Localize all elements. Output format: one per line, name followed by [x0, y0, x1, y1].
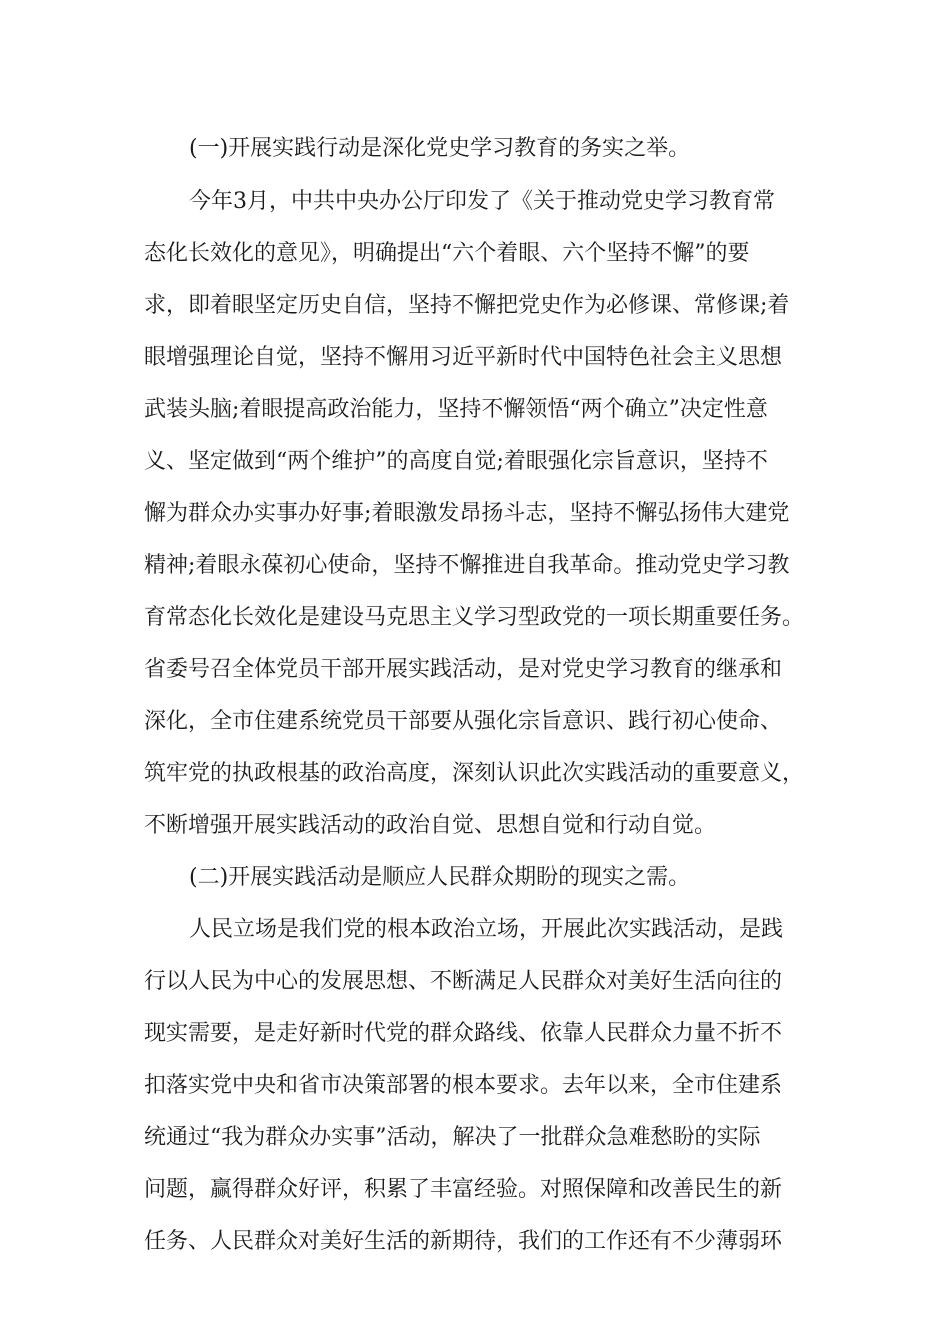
section-heading-1: (一)开展实践行动是深化党史学习教育的务实之举。: [189, 136, 691, 161]
paragraph-line: 问题，赢得群众好评，积累了丰富经验。对照保障和改善民生的新: [144, 1177, 783, 1202]
paragraph-line: 统通过“我为群众办实事”活动，解决了一批群众急难愁盼的实际: [144, 1125, 761, 1150]
paragraph-line: 扣落实党中央和省市决策部署的根本要求。去年以来，全市住建系: [144, 1073, 783, 1098]
paragraph-line: 今年3月，中共中央办公厅印发了《关于推动党史学习教育常: [189, 189, 775, 214]
paragraph-line: 义、坚定做到“两个维护”的高度自觉;着眼强化宗旨意识，坚持不: [144, 449, 768, 474]
paragraph-line: 不断增强开展实践活动的政治自觉、思想自觉和行动自觉。: [144, 813, 717, 838]
paragraph-line: 育常态化长效化是建设马克思主义学习型政党的一项长期重要任务。: [144, 605, 805, 630]
paragraph-line: 精神;着眼永葆初心使命，坚持不懈推进自我革命。推动党史学习教: [144, 553, 790, 578]
paragraph-line: 态化长效化的意见》，明确提出“六个着眼、六个坚持不懈”的要: [144, 241, 750, 266]
paragraph-line: 行以人民为中心的发展思想、不断满足人民群众对美好生活向往的: [144, 969, 783, 994]
section-heading-2: (二)开展实践活动是顺应人民群众期盼的现实之需。: [189, 865, 691, 890]
paragraph-line: 人民立场是我们党的根本政治立场，开展此次实践活动，是践: [189, 917, 784, 942]
paragraph-line: 现实需要，是走好新时代党的群众路线、依靠人民群众力量不折不: [144, 1021, 783, 1046]
paragraph-line: 武装头脑;着眼提高政治能力，坚持不懈领悟“两个确立”决定性意: [144, 397, 768, 422]
paragraph-line: 深化，全市住建系统党员干部要从强化宗旨意识、践行初心使命、: [144, 709, 783, 734]
paragraph-line: 眼增强理论自觉，坚持不懈用习近平新时代中国特色社会主义思想: [144, 345, 783, 370]
paragraph-line: 懈为群众办实事办好事;着眼激发昂扬斗志，坚持不懈弘扬伟大建党: [144, 501, 790, 526]
paragraph-line: 求，即着眼坚定历史自信，坚持不懈把党史作为必修课、常修课;着: [144, 293, 790, 318]
paragraph-line: 省委号召全体党员干部开展实践活动，是对党史学习教育的继承和: [144, 657, 783, 682]
paragraph-line: 任务、人民群众对美好生活的新期待，我们的工作还有不少薄弱环: [144, 1229, 783, 1254]
paragraph-line: 筑牢党的执政根基的政治高度，深刻认识此次实践活动的重要意义，: [144, 761, 805, 786]
